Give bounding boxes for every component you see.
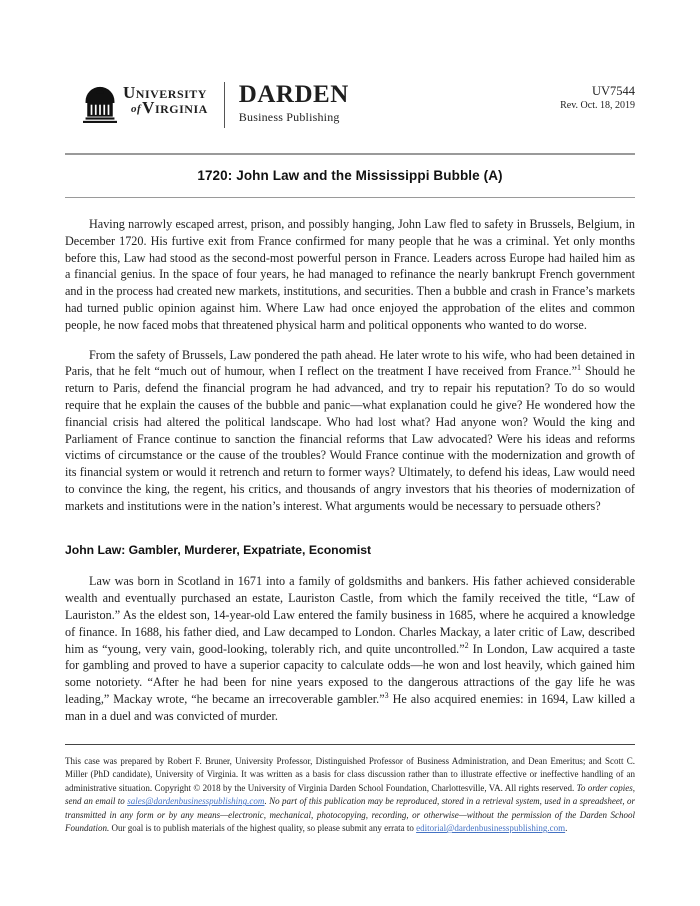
uva-logo	[83, 82, 208, 124]
footer-rights-note: . No part of this publication may be reproduced, stored in a retrieval system, used in a spreadsheet, or transmitted in any form or by any means—electronic, mechanical, photocopying, recording, or otherwise—without the permission of the Darden School Foundation.	[65, 796, 636, 834]
case-footer: This case was prepared by Robert F. Bruner, University Professor, Distinguished Professor of Business Administration, and Dean Emeritus; and Scott C. Miller (PhD candidate), University of Virginia. It was written as a basis for class discussion rather than to illustrate effective or ineffective handling of an administrative situation. Copyright © 2018 by the University of Virginia Darden School Foundation, Charlottesville, VA. All rights reserved. To order copies, send an email to sales@dardenbusinesspublishing.com. No part of this publication may be reproduced, stored in a retrieval system, used in a spreadsheet, or transmitted in any form or by any means—electronic, mechanical, photocopying, recording, or otherwise—without the permission of the Darden School Foundation. Our goal is to publish materials of the highest quality, so please submit any errata to editorial@dardenbusinesspublishing.com.	[65, 744, 635, 835]
logo-divider	[224, 82, 225, 128]
header	[83, 82, 635, 128]
footnote-ref-1: 1	[577, 363, 581, 373]
paragraph-3: Law was born in Scotland in 1671 into a family of goldsmiths and bankers. His father achieved considerable wealth and eventually purchased an estate, Lauriston Castle, from which the family received the title, “Law of Lauriston.” As the eldest son, 14-year-old Law entered the family business in 1685, where he acquired a knowledge of finance. In 1688, his father died, and Law decamped to London. Charles Mackay, a later critic of Law, described him as “young, very vain, good-looking, tolerably rich, and quite uncontrolled.”$^2$ In London, Law acquired a taste for gambling and proved to have a superior capacity to calculate odds—he won and lost heavily, which gained him some notoriety. “After he had been for nine years exposed to the dangerous attractions of the gay life he was leading,” Mackay wrote, “he became an irrecoverable gambler.”$^3$ He also acquired enemies: in 1694, Law killed a man in a duel and was convicted of murder.	[65, 574, 635, 723]
footnote-ref-2: 2	[464, 640, 469, 650]
footer-credits: This case was prepared by Robert F. Bruner, University Professor, Distinguished Professor of Business Administration, and Dean Emeritus; and Scott C. Miller (PhD candidate), University of Virginia. It was written as a basis for class discussion rather than to illustrate effective or ineffective handling of an administrative situation. Copyright © 2018 by the University of Virginia Darden School Foundation, Charlottesville, VA. All rights reserved.	[65, 756, 635, 793]
case-number: UV7544	[591, 84, 635, 98]
document-reference	[560, 82, 635, 112]
university-word: University	[123, 83, 207, 102]
revision-date: Rev. Oct. 18, 2019	[560, 99, 635, 111]
darden-logo	[239, 82, 349, 123]
paragraph-2: From the safety of Brussels, Law pondered the path ahead. He later wrote to his wife, who had been detained in Paris, that he felt “much out of humour, when I reflect on the treatment I have received from France.”$^1$ Should he return to Paris, defend the financial program he had advanced, and try to repair his reputation? To do so would require that he explain the causes of the bubble and panic—what explanation could he give? He wondered how the financial crisis had altered the political landscape. Who had lost what? Had anyone won? Would the king and Parliament of France continue to sanction the financial reforms that Law advocated? Were his ideas and reforms victims of circumstance or the cause of the troubles? Would France continue with the modernization and growth of its financial system or would it retrench and return to former ways? Ultimately, to defend his ideas, Law would need to convince the king, the regent, his critics, and thousands of angry investors that his theories of modernization of markets and institutions were in the nation’s interest. What arguments would be necessary to persuade others?	[65, 347, 635, 513]
paragraph-1: Having narrowly escaped arrest, prison, and possibly hanging, John Law fled to safety in Brussels, Belgium, in December 1720. His furtive exit from France confirmed for many people that he was a criminal. Yet only months before this, Law had stood as the second-most powerful person in France. Leaders across Europe had hailed him as a financial genius. In the space of four years, he had managed to refinance the nearly bankrupt French government and in the process had created new markets, institutions, and securities. Then a bubble and crash in France’s markets had turned public opinion against him. Where Law had once enjoyed the approbation of the elites and common people, he now faced mobs that threatened physical harm and political opponents who wanted to do worse.	[65, 217, 635, 332]
case-body	[65, 216, 635, 738]
virginia-word: ofVirginia	[131, 98, 208, 118]
section-heading: John Law: Gambler, Murderer, Expatriate, Economist	[65, 542, 372, 557]
footer-errata-note: Our goal is to publish materials of the highest quality, so please submit any errata to	[109, 823, 417, 834]
darden-subtitle: Business Publishing	[238, 110, 340, 124]
title-band	[65, 153, 635, 198]
rotunda-icon	[83, 82, 117, 124]
of-word: of	[131, 103, 142, 116]
footer-order-note: To order copies, send an email to	[65, 782, 636, 807]
darden-name: DARDEN	[238, 81, 349, 108]
footnote-ref-3: 3	[384, 690, 389, 700]
uva-wordmark	[123, 82, 208, 116]
editorial-email-link[interactable]: editorial@dardenbusinesspublishing.com	[416, 823, 566, 834]
sales-email-link[interactable]: sales@dardenbusinesspublishing.com	[127, 796, 265, 807]
page-title: 1720: John Law and the Mississippi Bubble (A)	[197, 168, 503, 183]
